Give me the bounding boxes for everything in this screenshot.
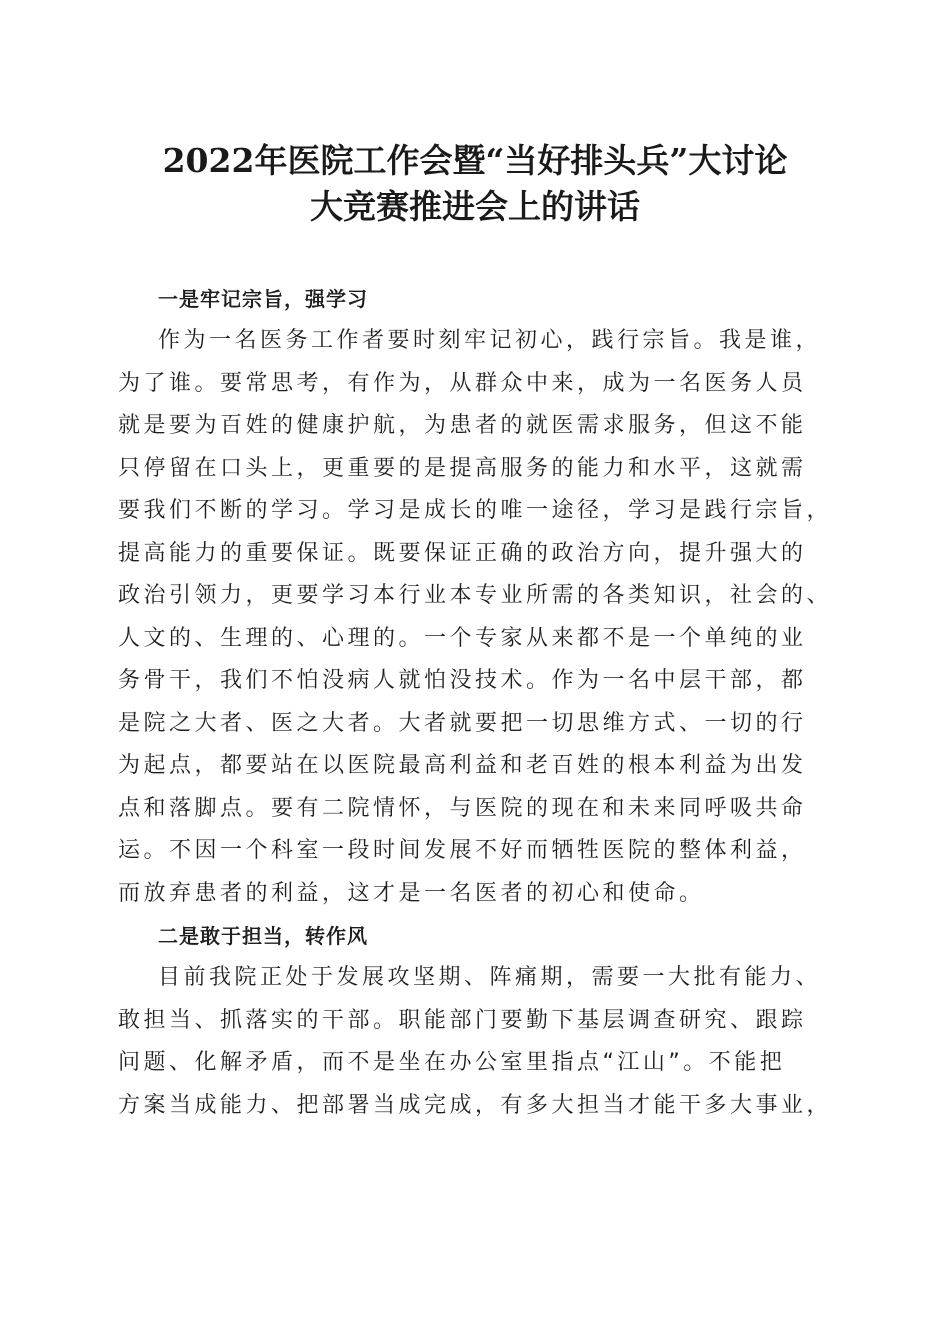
paragraph-line: 目前我院正处于发展攻坚期、阵痛期，需要一大批有能力、 — [158, 965, 822, 990]
paragraph-line: 要我们不断的学习。学习是成长的唯一途径，学习是践行宗旨， — [118, 498, 833, 523]
section-heading: 一是牢记宗旨，强学习 — [158, 287, 368, 311]
paragraph-line: 务骨干，我们不怕没病人就怕没技术。作为一名中层干部，都 — [118, 668, 807, 693]
title-line-1: 2022年医院工作会暨“当好排头兵”大讨论 — [162, 141, 788, 180]
document-body — [118, 278, 840, 1127]
paragraph-line: 敢担当、抓落实的干部。职能部门要勤下基层调查研究、跟踪 — [118, 1007, 807, 1033]
paragraph-line: 方案当成能力、把部署当成完成，有多大担当才能干多大事业， — [118, 1092, 833, 1118]
paragraph-line: 问题、化解矛盾，而不是坐在办公室里指点“江山”。不能把 — [118, 1050, 786, 1075]
title-line-2: 大竞赛推进会上的讲话 — [310, 187, 640, 226]
paragraph-line: 为了谁。要常思考，有作为，从群众中来，成为一名医务人员 — [118, 370, 807, 396]
paragraph-line: 是院之大者、医之大者。大者就要把一切思维方式、一切的行 — [118, 710, 807, 736]
paragraph-line: 点和落脚点。要有二院情怀，与医院的现在和未来同呼吸共命 — [118, 795, 807, 821]
document-title — [90, 138, 860, 230]
paragraph-line: 作为一名医务工作者要时刻牢记初心，践行宗旨。我是谁， — [158, 328, 822, 353]
paragraph-line: 提高能力的重要保证。既要保证正确的政治方向，提升强大的 — [118, 540, 807, 566]
paragraph-line: 政治引领力，更要学习本行业本专业所需的各类知识，社会的、 — [118, 583, 833, 608]
paragraph-line: 运。不因一个科室一段时间发展不好而牺牲医院的整体利益， — [118, 838, 807, 863]
paragraph-line: 只停留在口头上，更重要的是提高服务的能力和水平，这就需 — [118, 455, 807, 481]
section-heading: 二是敢于担当，转作风 — [158, 924, 368, 948]
paragraph-line: 就是要为百姓的健康护航，为患者的就医需求服务，但这不能 — [118, 413, 807, 438]
paragraph-line: 而放弃患者的利益，这才是一名医者的初心和使命。 — [118, 880, 705, 906]
paragraph-line: 为起点，都要站在以医院最高利益和老百姓的根本利益为出发 — [118, 753, 807, 778]
paragraph-line: 人文的、生理的、心理的。一个专家从来都不是一个单纯的业 — [118, 625, 807, 651]
